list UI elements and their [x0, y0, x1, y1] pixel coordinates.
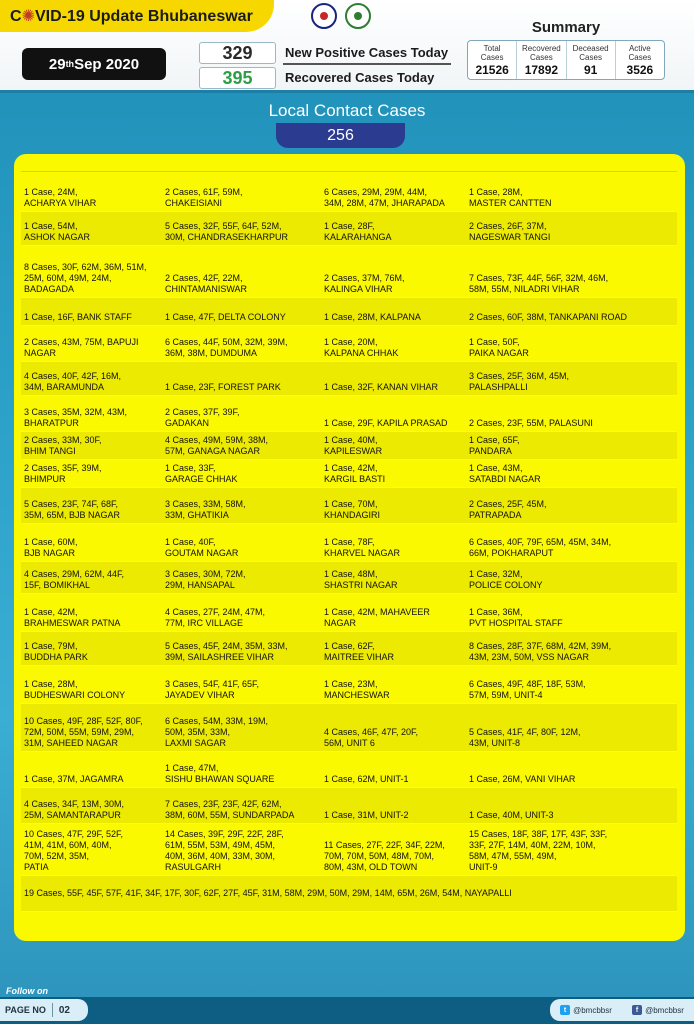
case-cell: 2 Cases, 23F, 55M, PALASUNI [469, 418, 593, 428]
table-row [21, 460, 677, 488]
follow-on-label: Follow on [6, 986, 48, 996]
case-cell: 1 Case, 48M, SHASTRI NAGAR [324, 569, 398, 590]
case-cell: 1 Case, 28M, BUDHESWARI COLONY [24, 679, 126, 700]
table-row [21, 632, 677, 666]
case-cell: 1 Case, 23M, MANCHESWAR [324, 679, 390, 700]
case-cell: 1 Case, 42M, BRAHMESWAR PATNA [24, 607, 121, 628]
local-contact-title: Local Contact Cases [268, 101, 426, 120]
case-cell: 1 Case, 47M, SISHU BHAWAN SQUARE [165, 763, 275, 784]
case-cell: 6 Cases, 54M, 33M, 19M, 50M, 35M, 33M, LAXMI SAGAR [165, 716, 269, 748]
case-cell: 5 Cases, 32F, 55F, 64F, 52M, 30M, CHANDRASEKHARPUR [165, 221, 289, 242]
twitter-icon: t [560, 1005, 570, 1015]
case-cell: 15 Cases, 18F, 38F, 17F, 43F, 33F, 33F, 27F, 14M, 40M, 22M, 10M, 58M, 47M, 55M, 49M, UNIT-9 [469, 829, 608, 872]
facebook-link[interactable]: f @bmcbbsr [632, 1005, 684, 1015]
case-cell: 14 Cases, 39F, 29F, 22F, 28F, 61M, 55M, 53M, 49M, 45M, 40M, 36M, 40M, 33M, 30M, RASULGARH [165, 829, 284, 872]
header [0, 0, 694, 93]
report-date: 29 th Sep 2020 [22, 48, 166, 80]
title-suffix: VID-19 Update Bhubaneswar [34, 8, 253, 25]
summary-deceased: Deceased Cases 91 [567, 41, 616, 79]
bmc-logo-icon [345, 3, 371, 29]
table-row [21, 524, 677, 562]
case-cell: 1 Case, 32M, POLICE COLONY [469, 569, 543, 590]
table-row [21, 212, 677, 246]
table-row [21, 298, 677, 326]
summary-active: Active Cases 3526 [626, 43, 654, 77]
summary-recovered: Recovered Cases 17892 [517, 41, 566, 79]
case-cell: 1 Case, 31M, UNIT-2 [324, 810, 409, 820]
case-cell: 1 Case, 40F, GOUTAM NAGAR [165, 537, 239, 558]
table-row [21, 326, 677, 362]
case-cell: 4 Cases, 27F, 24M, 47M, 77M, IRC VILLAGE [165, 607, 266, 628]
cases-table [21, 171, 677, 912]
table-row [21, 488, 677, 524]
table-row [21, 246, 677, 298]
case-cell: 1 Case, 60M, BJB NAGAR [24, 537, 78, 558]
case-cell: 1 Case, 29F, KAPILA PRASAD [324, 418, 448, 428]
table-row [21, 666, 677, 704]
case-cell: 7 Cases, 23F, 23F, 42F, 62M, 38M, 60M, 55M, SUNDARPADA [165, 799, 295, 820]
page-number: PAGE NO 02 [0, 999, 88, 1021]
table-row-full [21, 876, 677, 912]
table-row [21, 788, 677, 824]
case-cell: 1 Case, 32F, KANAN VIHAR [324, 382, 439, 392]
case-cell: 1 Case, 42M, MAHAVEER NAGAR [324, 607, 430, 628]
recovered-count: 395 [199, 67, 276, 89]
case-cell: 5 Cases, 23F, 74F, 68F, 35M, 65M, BJB NAGAR [24, 499, 121, 520]
case-cell: 1 Case, 43M, SATABDI NAGAR [469, 463, 541, 484]
summary-total: Total Cases 21526 [468, 41, 517, 79]
case-cell: 3 Cases, 25F, 36M, 45M, PALASHPALLI [469, 371, 570, 392]
table-row [21, 562, 677, 594]
case-cell: 3 Cases, 35M, 32M, 43M, BHARATPUR [24, 407, 128, 428]
social-links [550, 999, 694, 1021]
case-cell: 2 Cases, 37M, 76M, KALINGA VIHAR [324, 273, 405, 294]
case-cell: 2 Cases, 25F, 45M, PATRAPADA [469, 499, 547, 520]
table-row [21, 362, 677, 396]
case-cell: 4 Cases, 40F, 42F, 16M, 34M, BARAMUNDA [24, 371, 122, 392]
virus-icon: ✺ [21, 8, 35, 25]
case-cell: 1 Case, 23F, FOREST PARK [165, 382, 281, 392]
case-cell: 11 Cases, 27F, 22F, 34F, 22M, 70M, 70M, 50M, 48M, 70M, 80M, 43M, OLD TOWN [324, 840, 445, 872]
case-cell: 1 Case, 42M, KARGIL BASTI [324, 463, 386, 484]
case-cell: 3 Cases, 33M, 58M, 33M, GHATIKIA [165, 499, 246, 520]
case-cell: 4 Cases, 49M, 59M, 38M, 57M, GANAGA NAGAR [165, 435, 269, 456]
twitter-link[interactable]: t @bmcbbsr [560, 1005, 612, 1015]
case-cell: 1 Case, 40M, KAPILESWAR [324, 435, 383, 456]
case-cell: 1 Case, 62F, MAITREE VIHAR [324, 641, 395, 662]
title-prefix: C [10, 8, 22, 25]
new-positive-count: 329 [199, 42, 276, 64]
case-cell: 1 Case, 28F, KALARAHANGA [324, 221, 392, 242]
summary-title: Summary [531, 19, 601, 36]
logos [311, 3, 371, 29]
case-cell: 19 Cases, 55F, 45F, 57F, 41F, 34F, 17F, 30F, 62F, 27F, 45F, 31M, 58M, 29M, 50M, 29M, 14M, 65M, 26M, 54M, NAYAPALLI [24, 888, 512, 898]
case-cell: 4 Cases, 46F, 47F, 20F, 56M, UNIT 6 [324, 727, 419, 748]
case-cell: 1 Case, 36M, PVT HOSPITAL STAFF [469, 607, 563, 628]
local-contact-count: 256 [276, 123, 405, 148]
table-row [21, 396, 677, 432]
case-cell: 1 Case, 16F, BANK STAFF [24, 312, 132, 322]
case-cell: 8 Cases, 30F, 62M, 36M, 51M, 25M, 60M, 49M, 24M, BADAGADA [24, 262, 147, 294]
case-cell: 7 Cases, 73F, 44F, 56F, 32M, 46M, 58M, 55M, NILADRI VIHAR [469, 273, 609, 294]
cases-panel [14, 154, 685, 941]
case-cell: 8 Cases, 28F, 37F, 68M, 42M, 39M, 43M, 23M, 50M, VSS NAGAR [469, 641, 612, 662]
table-row [21, 432, 677, 460]
case-cell: 1 Case, 28M, KALPANA [324, 312, 421, 322]
summary-box [467, 40, 665, 80]
table-row [21, 704, 677, 752]
table-row [21, 752, 677, 788]
case-cell: 2 Cases, 43M, 75M, BAPUJI NAGAR [24, 337, 139, 358]
case-cell: 4 Cases, 29M, 62M, 44F, 15F, BOMIKHAL [24, 569, 125, 590]
case-cell: 1 Case, 78F, KHARVEL NAGAR [324, 537, 401, 558]
recovered-label: Recovered Cases Today [285, 70, 435, 85]
facebook-icon: f [632, 1005, 642, 1015]
case-cell: 6 Cases, 29M, 29M, 44M, 34M, 28M, 47M, JHARAPADA [324, 187, 445, 208]
case-cell: 6 Cases, 40F, 79F, 65M, 45M, 34M, 66M, POKHARAPUT [469, 537, 612, 558]
case-cell: 1 Case, 54M, ASHOK NAGAR [24, 221, 91, 242]
case-cell: 6 Cases, 44F, 50M, 32M, 39M, 36M, 38M, DUMDUMA [165, 337, 288, 358]
case-cell: 1 Case, 47F, DELTA COLONY [165, 312, 286, 322]
case-cell: 6 Cases, 49F, 48F, 18F, 53M, 57M, 59M, UNIT-4 [469, 679, 586, 700]
case-cell: 1 Case, 62M, UNIT-1 [324, 774, 409, 784]
case-cell: 5 Cases, 41F, 4F, 80F, 12M, 43M, UNIT-8 [469, 727, 581, 748]
table-row [21, 594, 677, 632]
odisha-emblem-icon [311, 3, 337, 29]
footer [0, 997, 694, 1024]
case-cell: 5 Cases, 45F, 24M, 35M, 33M, 39M, SAILASHREE VIHAR [165, 641, 288, 662]
case-cell: 1 Case, 65F, PANDARA [469, 435, 520, 456]
case-cell: 2 Cases, 37F, 39F, GADAKAN [165, 407, 240, 428]
case-cell: 1 Case, 20M, KALPANA CHHAK [324, 337, 399, 358]
case-cell: 2 Cases, 60F, 38M, TANKAPANI ROAD [469, 312, 628, 322]
case-cell: 1 Case, 40M, UNIT-3 [469, 810, 554, 820]
case-cell: 4 Cases, 34F, 13M, 30M, 25M, SAMANTARAPUR [24, 799, 125, 820]
case-cell: 1 Case, 28M, MASTER CANTTEN [469, 187, 552, 208]
table-row [21, 172, 677, 212]
case-cell: 10 Cases, 49F, 28F, 52F, 80F, 72M, 50M, 55M, 59M, 29M, 31M, SAHEED NAGAR [24, 716, 143, 748]
case-cell: 1 Case, 33F, GARAGE CHHAK [165, 463, 238, 484]
case-cell: 3 Cases, 30M, 72M, 29M, HANSAPAL [165, 569, 246, 590]
stat-divider [283, 63, 451, 65]
case-cell: 2 Cases, 42F, 22M, CHINTAMANISWAR [165, 273, 247, 294]
page-title [0, 0, 274, 32]
case-cell: 2 Cases, 61F, 59M, CHAKEISIANI [165, 187, 243, 208]
case-cell: 1 Case, 37M, JAGAMRA [24, 774, 124, 784]
case-cell: 1 Case, 24M, ACHARYA VIHAR [24, 187, 97, 208]
case-cell: 2 Cases, 35F, 39M, BHIMPUR [24, 463, 102, 484]
case-cell: 3 Cases, 54F, 41F, 65F, JAYADEV VIHAR [165, 679, 260, 700]
case-cell: 1 Case, 70M, KHANDAGIRI [324, 499, 381, 520]
case-cell: 10 Cases, 47F, 29F, 52F, 41M, 41M, 60M, 40M, 70M, 52M, 35M, PATIA [24, 829, 124, 872]
case-cell: 2 Cases, 26F, 37M, NAGESWAR TANGI [469, 221, 551, 242]
case-cell: 1 Case, 50F, PAIKA NAGAR [469, 337, 529, 358]
new-positive-label: New Positive Cases Today [285, 45, 449, 60]
table-row [21, 824, 677, 876]
case-cell: 1 Case, 26M, VANI VIHAR [469, 774, 576, 784]
case-cell: 1 Case, 79M, BUDDHA PARK [24, 641, 88, 662]
case-cell: 2 Cases, 33M, 30F, BHIM TANGI [24, 435, 102, 456]
